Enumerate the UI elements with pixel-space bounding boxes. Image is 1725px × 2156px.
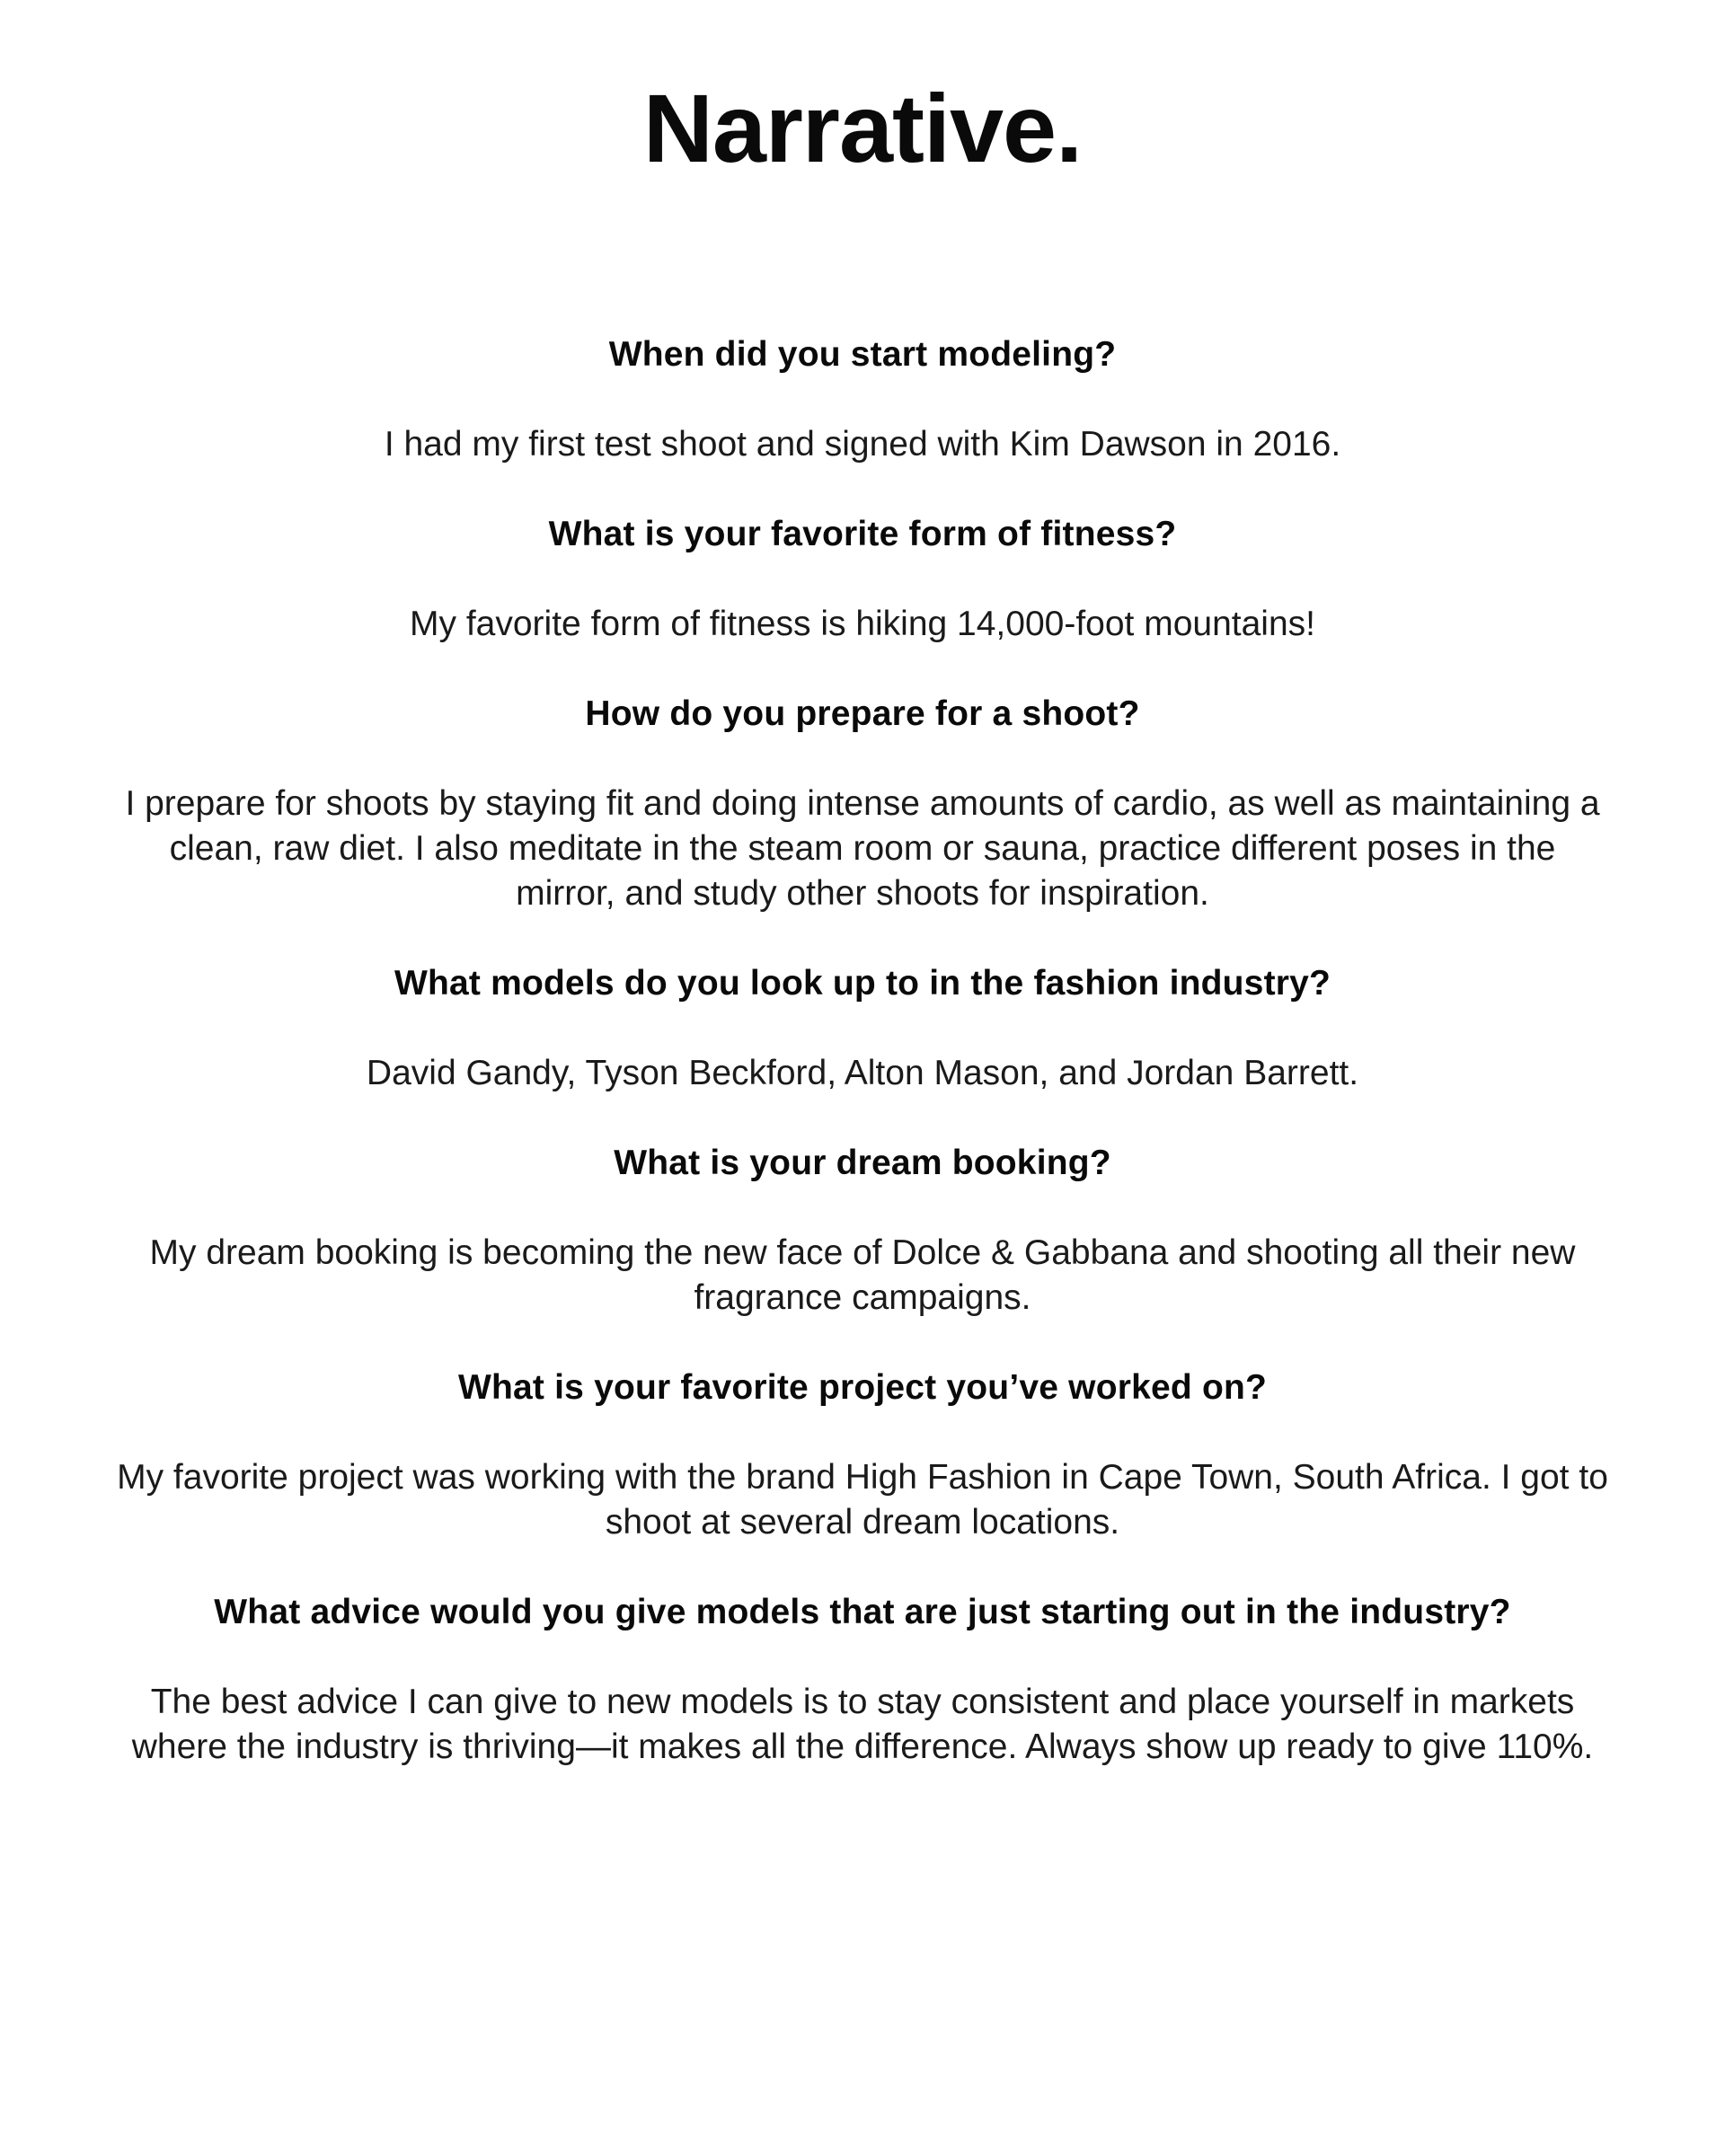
question: What advice would you give models that are just starting out in the industry? bbox=[214, 1593, 1511, 1631]
answer: I prepare for shoots by staying fit and doing intense amounts of cardio, as well as maintaining a clean, raw diet. I also meditate in the steam room or sauna, practice different poses in the mirror, and study other shoots for inspiration. bbox=[125, 784, 1600, 913]
question: What is your dream booking? bbox=[614, 1144, 1111, 1182]
qa-item bbox=[108, 1365, 1617, 1545]
qa-item bbox=[108, 1590, 1617, 1770]
answer: David Gandy, Tyson Beckford, Alton Mason, and Jordan Barrett. bbox=[366, 1054, 1359, 1092]
qa-item bbox=[108, 332, 1617, 467]
page-title: Narrative. bbox=[642, 74, 1083, 182]
answer: My favorite form of fitness is hiking 14,000-foot mountains! bbox=[410, 605, 1315, 643]
qa-item bbox=[108, 512, 1617, 647]
question: What models do you look up to in the fashion industry? bbox=[394, 964, 1331, 1003]
qa-item bbox=[108, 1141, 1617, 1321]
qa-item bbox=[108, 692, 1617, 916]
answer: My dream booking is becoming the new face of Dolce & Gabbana and shooting all their new fragrance campaigns. bbox=[149, 1233, 1576, 1317]
question: How do you prepare for a shoot? bbox=[585, 694, 1140, 733]
question: When did you start modeling? bbox=[608, 335, 1117, 374]
qa-list bbox=[108, 332, 1617, 1815]
answer: My favorite project was working with the brand High Fashion in Cape Town, South Africa. I got to shoot at several dream locations. bbox=[117, 1458, 1608, 1542]
answer: I had my first test shoot and signed with Kim Dawson in 2016. bbox=[384, 425, 1341, 464]
answer: The best advice I can give to new models is to stay consistent and place yourself in markets where the industry is thriving—it makes all the difference. Always show up ready to give 110%. bbox=[131, 1683, 1594, 1766]
question: What is your favorite project you’ve worked on? bbox=[457, 1368, 1268, 1407]
question: What is your favorite form of fitness? bbox=[548, 515, 1177, 553]
qa-item bbox=[108, 961, 1617, 1096]
